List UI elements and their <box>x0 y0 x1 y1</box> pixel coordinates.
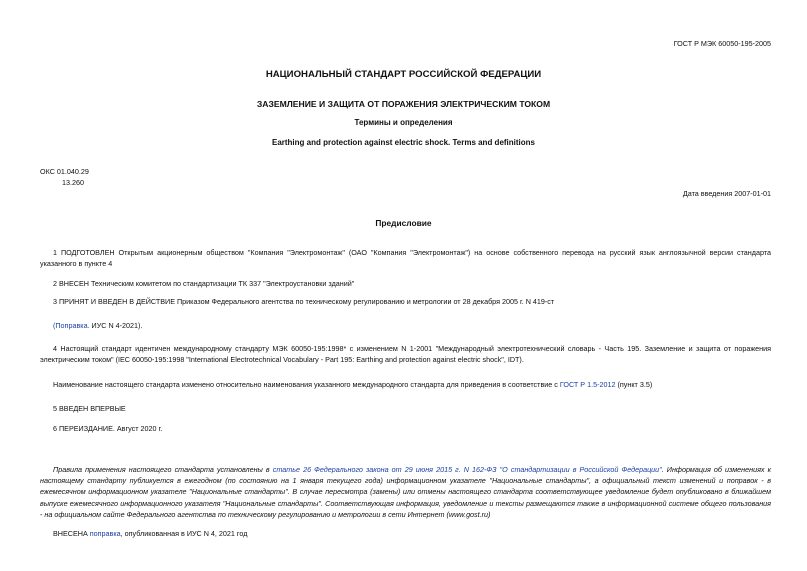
foreword-item-2: 2 ВНЕСЕН Техническим комитетом по стандартизации ТК 337 "Электроустановки зданий" <box>53 279 355 288</box>
amendment-link[interactable]: (Поправка. <box>53 321 90 330</box>
foreword-item-3: 3 ПРИНЯТ И ВВЕДЕН В ДЕЙСТВИЕ Приказом Федерального агентства по техническому регулированию и метрологии от 28 декабря 2005 г. N 419-ст <box>53 297 555 306</box>
federal-law-link[interactable]: статье 26 Федерального закона от 29 июня 2015 г. N 162-ФЗ "О стандартизации в Российской Федерации" <box>272 465 662 474</box>
name-change-text: Наименование настоящего стандарта изменено относительно наименования указанного международного стандарта для приведения в соответствие с <box>53 380 560 389</box>
standard-title-english: Earthing and protection against electric shock. Terms and definitions <box>271 138 535 147</box>
amendment-footer-tail: , опубликованная в ИУС N 4, 2021 год <box>120 529 248 538</box>
foreword-heading: Предисловие <box>375 218 432 228</box>
application-rules-text: Правила применения настоящего стандарта установлены в <box>53 465 273 474</box>
foreword-item-6: 6 ПЕРЕИЗДАНИЕ. Август 2020 г. <box>53 424 163 433</box>
standard-subject: ЗАЗЕМЛЕНИЕ И ЗАЩИТА ОТ ПОРАЖЕНИЯ ЭЛЕКТРИЧЕСКИМ ТОКОМ <box>256 99 551 109</box>
amendment-footer-text: ВНЕСЕНА <box>53 529 90 538</box>
document-id: ГОСТ Р МЭК 60050-195-2005 <box>673 39 771 48</box>
name-change-tail: (пункт 3.5) <box>615 380 653 389</box>
name-change-note <box>40 379 771 390</box>
amendment-note-text: ИУС N 4-2021). <box>89 321 143 330</box>
standard-title: НАЦИОНАЛЬНЫЙ СТАНДАРТ РОССИЙСКОЙ ФЕДЕРАЦИИ <box>265 69 542 80</box>
application-rules-rest: . Информация об изменениях к настоящему стандарту публикуется в ежегодном (по состоянию на 1 января текущего года) информационном указателе "Национальные стандарты", а официальный текст изменений и поправок - в ежемесячном информационном указателе "Национальные стандарты". В случае пересмотра (замены) или отмены настоящего стандарта соответствующее уведомление будет опубликовано в ближайшем выпуске ежемесячного информационного указателя "Национальные стандарты". Соответствующая информация, уведомление и тексты размещаются также в информационной системе общего пользования - на официальном сайте Федерального агентства по техническому регулированию и метрологии в сети Интернет (www.gost.ru) <box>40 465 771 519</box>
foreword-item-5: 5 ВВЕДЕН ВПЕРВЫЕ <box>53 404 126 413</box>
amendment-footer-link[interactable]: поправка <box>89 529 121 538</box>
standard-subtitle: Термины и определения <box>354 118 453 127</box>
gost-1-5-link[interactable]: ГОСТ Р 1.5-2012 <box>559 380 616 389</box>
oks-code: ОКС 01.040.29 <box>40 167 89 176</box>
introduction-date: Дата введения 2007-01-01 <box>682 189 771 198</box>
foreword-item-1: 1 ПОДГОТОВЛЕН Открытым акционерным обществом "Компания "Электромонтаж" (ОАО "Компания "Электромонтаж") на основе собственного перевода на русский язык англоязычной версии стандарта указанного в пункте 4 <box>40 248 771 269</box>
oks-code-secondary: 13.260 <box>62 178 84 187</box>
amendment-note <box>40 320 771 331</box>
foreword-item-4: 4 Настоящий стандарт идентичен международному стандарту МЭК 60050-195:1998* с изменением N 1-2001 "Международный электротехнический словарь - Часть 195. Заземление и защита от поражения электрическим током" (IEC 60050-195:1998 "International Electrotechnical Vocabulary - Part 195: Earthing and protection against electric shock", IDT). <box>40 344 771 365</box>
application-rules <box>40 464 771 520</box>
amendment-footer <box>40 528 771 539</box>
